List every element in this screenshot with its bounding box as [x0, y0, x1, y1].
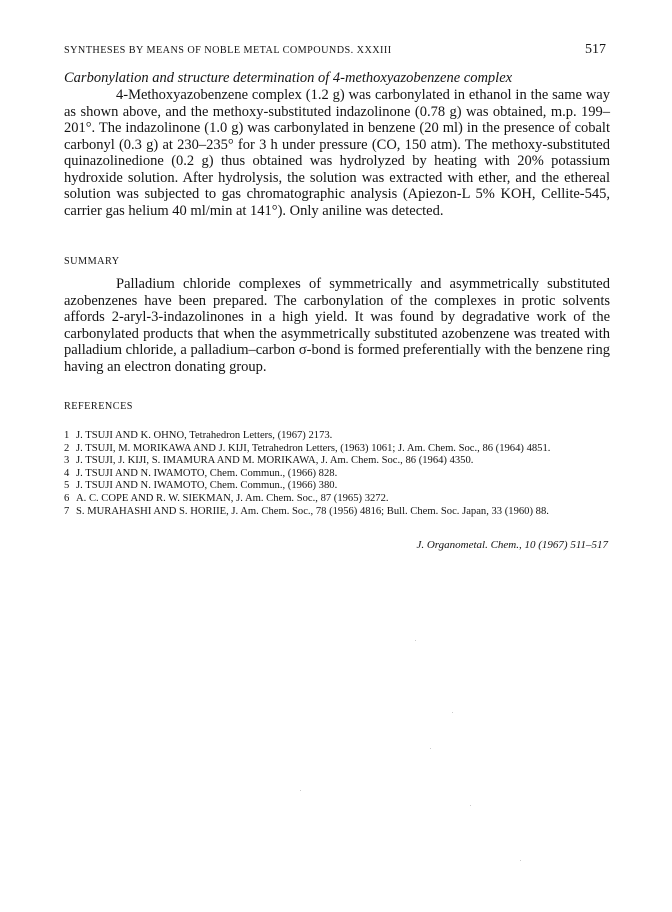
scan-speck — [300, 790, 301, 791]
reference-number: 6 — [64, 492, 70, 504]
page-number: 517 — [585, 42, 606, 57]
reference-text: S. MURAHASHI AND S. HORIIE, J. Am. Chem. Soc., 78 (1956) 4816; Bull. Chem. Soc. Japan, 33 (1960) 88. — [76, 505, 549, 517]
summary-heading: SUMMARY — [64, 256, 120, 267]
running-title: SYNTHESES BY MEANS OF NOBLE METAL COMPOUNDS. XXXIII — [64, 45, 392, 56]
reference-text: J. TSUJI AND K. OHNO, Tetrahedron Letters, (1967) 2173. — [76, 430, 333, 441]
reference-item — [64, 506, 610, 519]
scan-speck — [415, 640, 416, 641]
reference-number: 4 — [64, 467, 70, 479]
reference-item — [64, 493, 610, 506]
reference-item — [64, 455, 610, 468]
running-head — [64, 42, 606, 58]
references-list — [64, 430, 610, 518]
reference-text: A. C. COPE AND R. W. SIEKMAN, J. Am. Chem. Soc., 87 (1965) 3272. — [76, 492, 389, 504]
reference-item — [64, 430, 610, 443]
reference-item — [64, 480, 610, 493]
scan-speck — [470, 805, 471, 806]
reference-text: J. TSUJI, J. KIJI, S. IMAMURA AND M. MORIKAWA, J. Am. Chem. Soc., 86 (1964) 4350. — [76, 455, 474, 467]
references-heading: REFERENCES — [64, 401, 133, 412]
journal-citation: J. Organometal. Chem., 10 (1967) 511–517 — [416, 539, 608, 551]
reference-item — [64, 468, 610, 481]
scan-speck — [452, 712, 453, 713]
summary-paragraph: Palladium chloride complexes of symmetrically and asymmetrically substituted azobenzenes have been prepared. The carbonylation of the complexes in protic solvents affords 2-aryl-3-indazolinones in a high yield. It was found by degradative work of the carbonylated products that when the asymmetrically substituted azobenzene was treated with palladium chloride, a palladium–carbon σ-bond is formed preferentially with the benzene ring having an electron donating group. — [64, 276, 610, 375]
reference-number: 1 — [64, 430, 70, 441]
reference-text: J. TSUJI, M. MORIKAWA AND J. KIJI, Tetrahedron Letters, (1963) 1061; J. Am. Chem. Soc., 86 (1964) 4851. — [76, 442, 551, 454]
reference-number: 3 — [64, 455, 70, 467]
reference-text: J. TSUJI AND N. IWAMOTO, Chem. Commun., (1966) 828. — [76, 467, 338, 479]
experimental-section — [64, 70, 610, 219]
reference-number: 2 — [64, 442, 70, 454]
reference-number: 7 — [64, 505, 70, 517]
reference-number: 5 — [64, 480, 70, 492]
section-heading: Carbonylation and structure determination of 4-methoxyazobenzene complex — [64, 70, 513, 86]
section-paragraph: 4-Methoxyazobenzene complex (1.2 g) was carbonylated in ethanol in the same way as shown above, and the methoxy-substituted indazolinone (0.78 g) was obtained, m.p. 199–201°. The indazolinone (1.0 g) was carbonylated in benzene (20 ml) in the presence of cobalt carbonyl (0.3 g) at 230–235° for 3 h under pressure (CO, 150 atm). The methoxy-substituted quinazolinedione (0.2 g) thus obtained was hydrolyzed by heating with 20% potassium hydroxide solution. After hydrolysis, the solution was extracted with ether, and the ethereal solution was subjected to gas chromatographic analysis (Apiezon-L 5% KOH, Cellite-545, carrier gas helium 40 ml/min at 141°). Only aniline was detected. — [64, 87, 610, 219]
summary-section — [64, 276, 610, 375]
scan-speck — [520, 860, 521, 861]
scan-speck — [430, 748, 431, 749]
reference-text: J. TSUJI AND N. IWAMOTO, Chem. Commun., (1966) 380. — [76, 480, 338, 492]
reference-item — [64, 443, 610, 456]
